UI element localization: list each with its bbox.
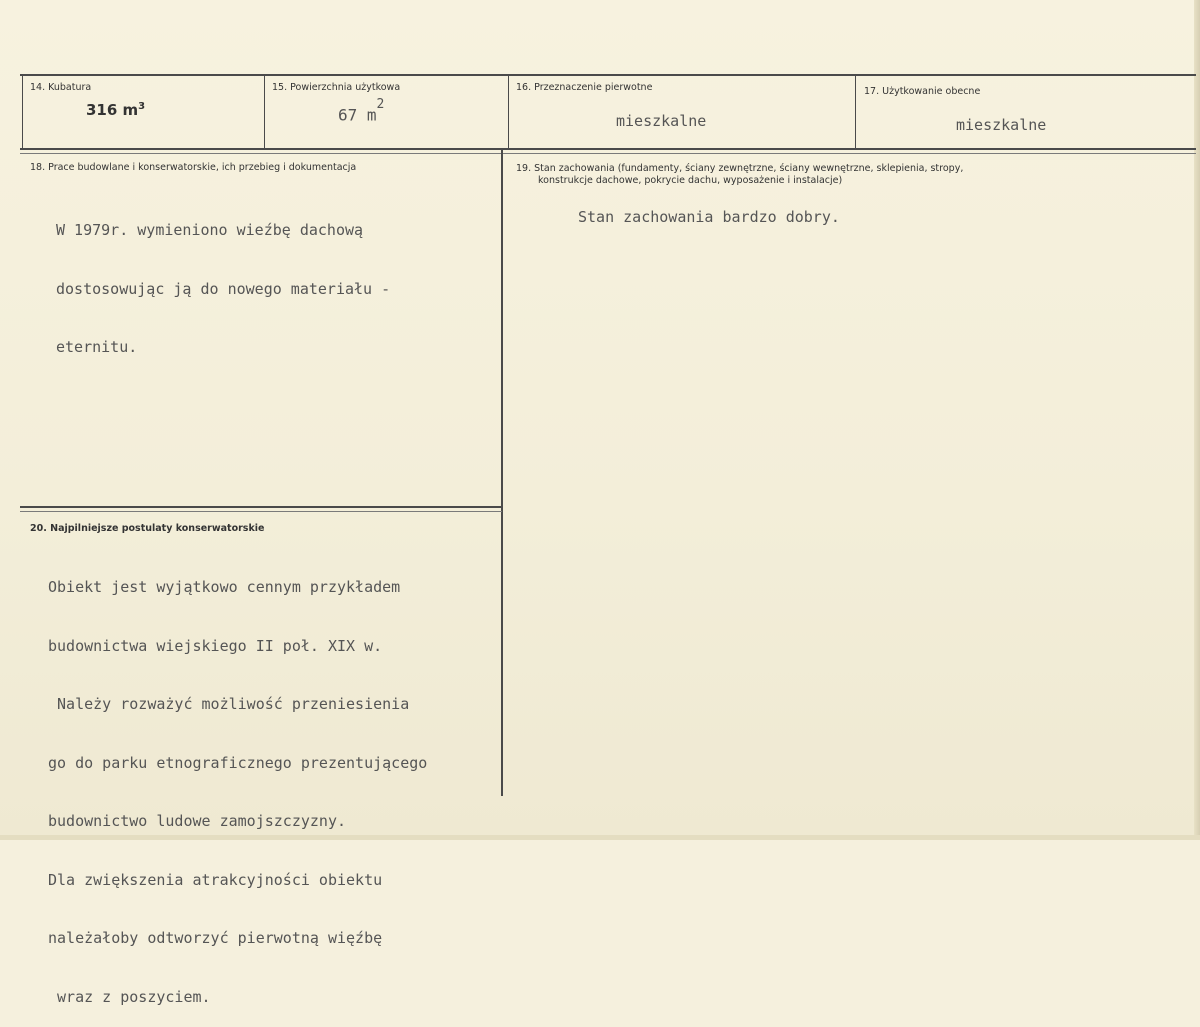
vrule-1 xyxy=(22,74,23,150)
kubatura-exponent: 3 xyxy=(138,101,146,112)
postulaty-line: należałoby odtworzyć pierwotną więźbę xyxy=(48,929,383,947)
vrule-2 xyxy=(264,76,265,148)
powierzchnia-label: 15. Powierzchnia użytkowa xyxy=(272,82,401,93)
kubatura-value-text: 316 m xyxy=(86,101,139,119)
section-divider-thin xyxy=(20,511,502,512)
row1-bottom-rule xyxy=(20,148,1196,150)
postulaty-label: 20. Najpilniejsze postulaty konserwatorskie xyxy=(30,523,265,534)
postulaty-line: Obiekt jest wyjątkowo cennym przykładem xyxy=(48,578,401,596)
postulaty-line: wraz z poszyciem. xyxy=(48,987,211,1006)
powierzchnia-value-text: 67 m xyxy=(338,105,377,125)
kubatura-label: 14. Kubatura xyxy=(30,82,92,93)
row1-bottom-rule-thin xyxy=(20,153,1196,154)
powierzchnia-exponent: 2 xyxy=(376,97,385,112)
stan-value: Stan zachowania bardzo dobry. xyxy=(578,208,840,226)
postulaty-line: budownictwa wiejskiego II poł. XIX w. xyxy=(48,636,383,655)
postulaty-line: go do parku etnograficznego prezentującego xyxy=(48,753,428,772)
postulaty-line: Należy rozważyć możliwość przeniesienia xyxy=(48,695,410,713)
postulaty-line: budownictwo ludowe zamojszczyzny. xyxy=(48,812,347,830)
section-divider xyxy=(20,506,502,508)
vrule-main xyxy=(501,150,503,796)
prace-line: dostosowując ją do nowego materiału - xyxy=(56,279,391,298)
prace-line: eternitu. xyxy=(56,338,138,356)
vrule-4 xyxy=(855,76,856,148)
postulaty-line: Dla zwiększenia atrakcyjności obiektu xyxy=(48,870,383,889)
kubatura-value xyxy=(86,101,145,119)
prace-line: W 1979r. wymieniono wieźbę dachową xyxy=(56,221,364,239)
stan-label-line2: konstrukcje dachowe, pokrycie dachu, wyposażenie i instalacje) xyxy=(538,175,843,186)
postulaty-text xyxy=(48,539,427,1027)
top-rule xyxy=(20,74,1196,76)
powierzchnia-value xyxy=(338,97,385,125)
uzytkowanie-value: mieszkalne xyxy=(956,116,1047,134)
card-edge-right xyxy=(1194,0,1200,840)
przeznaczenie-value: mieszkalne xyxy=(616,112,707,130)
prace-text xyxy=(56,182,390,377)
przeznaczenie-label: 16. Przeznaczenie pierwotne xyxy=(516,82,653,93)
vrule-3 xyxy=(508,76,509,148)
uzytkowanie-label: 17. Użytkowanie obecne xyxy=(864,86,981,97)
stan-label-line1: 19. Stan zachowania (fundamenty, ściany zewnętrzne, ściany wewnętrzne, sklepienia, stropy, xyxy=(516,163,964,174)
prace-label: 18. Prace budowlane i konserwatorskie, ich przebieg i dokumentacja xyxy=(30,162,357,173)
